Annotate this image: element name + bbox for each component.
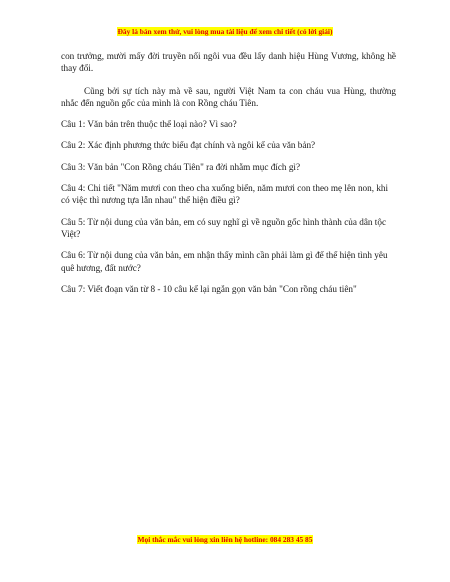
question-5: Câu 5: Từ nội dung của văn bản, em có suy nghĩ gì về nguồn gốc hình thành của dân tộc Việt? — [61, 216, 387, 239]
question-2: Câu 2: Xác định phương thức biểu đạt chính và ngôi kể của văn bản? — [61, 140, 316, 151]
intro-paragraph: con trưởng, mười mấy đời truyền nối ngôi vua đều lấy danh hiệu Hùng Vương, không hề thay đổi. — [61, 51, 396, 74]
hotline-text: Mọi thắc mắc vui lòng xin liên hệ hotline: 084 283 45 85 — [137, 535, 313, 544]
hotline-banner — [0, 535, 450, 545]
question-4: Câu 4: Chi tiết "Năm mươi con theo cha xuống biển, năm mươi con theo mẹ lên non, khi có việc thì nương tựa lẫn nhau" thể hiện điều gì? — [61, 183, 389, 206]
question-3: Câu 3: Văn bản "Con Rồng cháu Tiên" ra đời nhằm mục đích gì? — [61, 161, 301, 172]
question-6: Câu 6: Từ nội dung của văn bản, em nhận thấy mình cần phải làm gì để thể hiện tình yêu quê hương, đất nước? — [61, 250, 388, 273]
preview-notice-text: Đây là bản xem thử, vui lòng mua tài liệu để xem chi tiết (có lời giải) — [117, 27, 333, 36]
question-1: Câu 1: Văn bản trên thuộc thể loại nào? Vì sao? — [61, 119, 237, 130]
preview-notice-banner — [0, 27, 450, 37]
document-body — [61, 50, 396, 295]
closing-paragraph: Cũng bởi sự tích này mà về sau, người Việt Nam ta con cháu vua Hùng, thường nhắc đến nguồn gốc của mình là con Rồng cháu Tiên. — [61, 85, 396, 108]
question-7: Câu 7: Viết đoạn văn từ 8 - 10 câu kể lại ngắn gọn văn bản "Con rồng cháu tiên" — [61, 283, 357, 294]
